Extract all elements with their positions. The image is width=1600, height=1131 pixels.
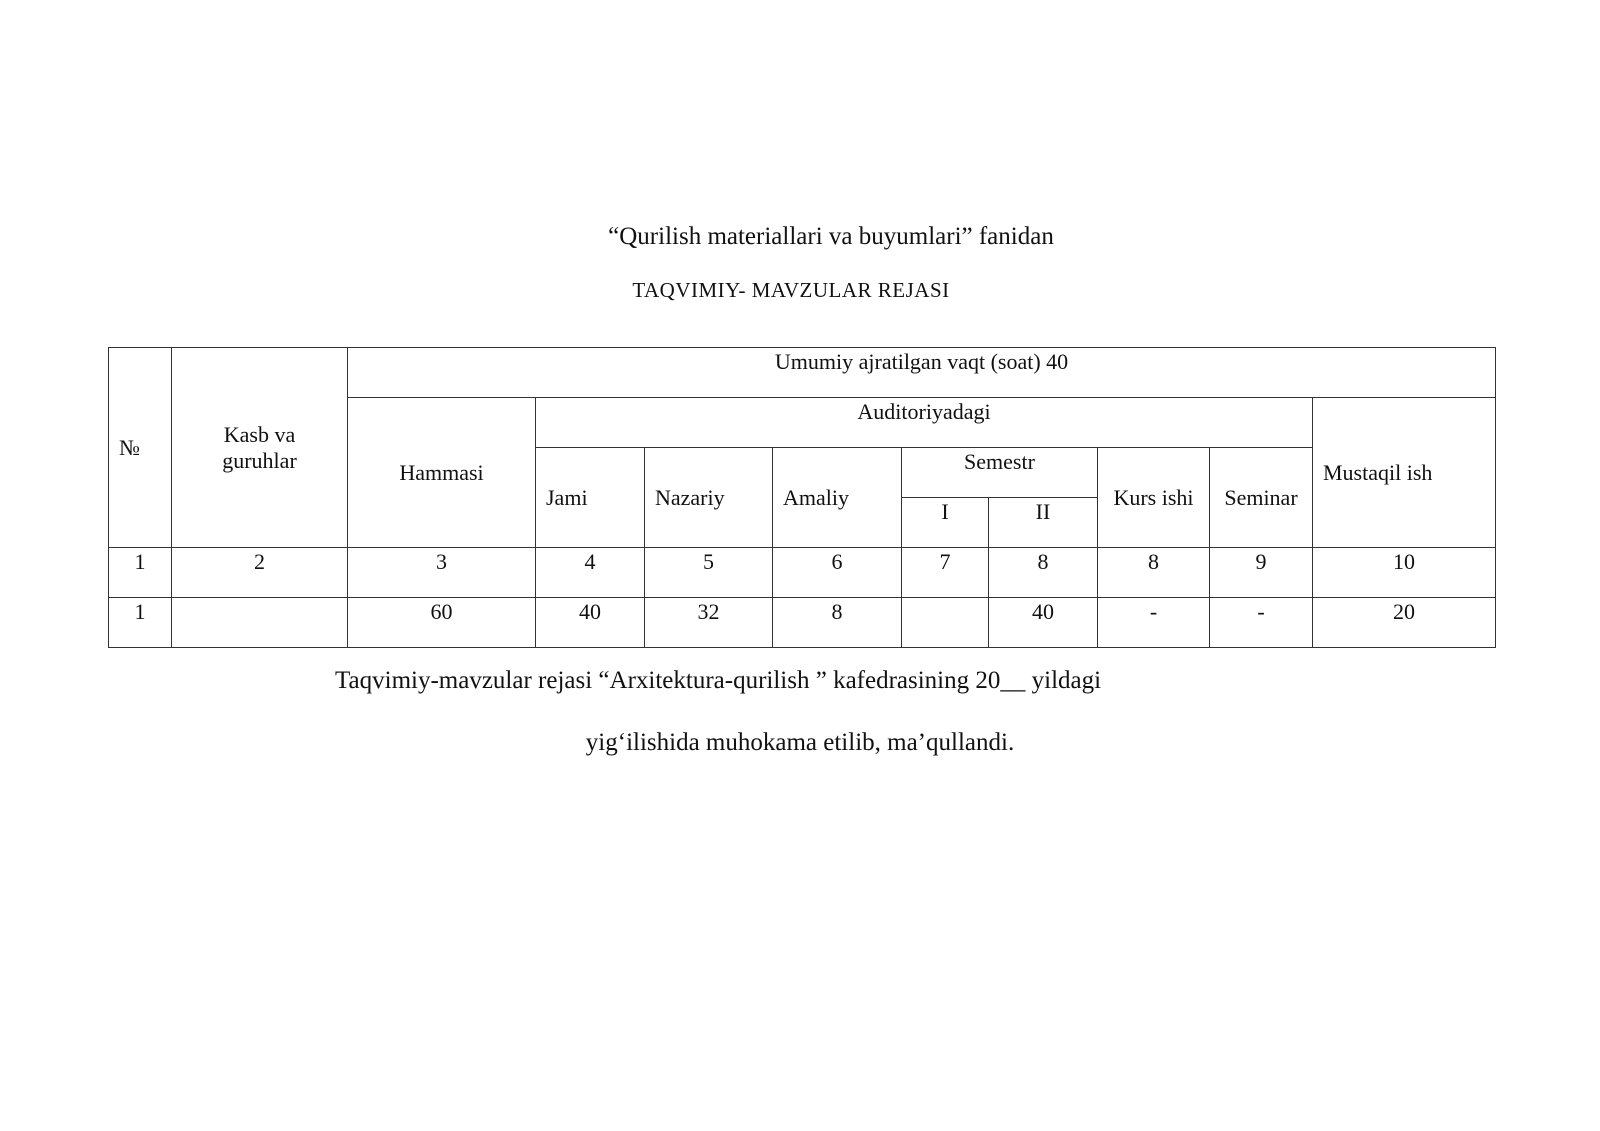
column-number-cell: 1 <box>109 548 172 598</box>
column-number-cell: 7 <box>902 548 989 598</box>
subject-line: “Qurilish materiallari va buyumlari” fanidan <box>608 223 1054 250</box>
column-number-cell: 8 <box>989 548 1098 598</box>
header-semester: Semestr <box>902 448 1098 498</box>
all-hours-cell: 60 <box>348 598 536 648</box>
header-course-work: Kurs ishi <box>1098 448 1210 548</box>
header-all: Hammasi <box>348 398 536 548</box>
header-auditorium: Auditoriyadagi <box>536 398 1313 448</box>
profession-groups-cell <box>172 598 348 648</box>
approval-line-2: yig‘ilishida muhokama etilib, ma’qullandi. <box>585 729 1015 756</box>
column-number-cell: 8 <box>1098 548 1210 598</box>
practice-hours-cell: 8 <box>773 598 902 648</box>
header-row-1 <box>109 348 1496 398</box>
semester-2-cell: 40 <box>989 598 1098 648</box>
header-semester-1: I <box>902 498 989 548</box>
header-semester-2: II <box>989 498 1098 548</box>
table-row <box>109 598 1496 648</box>
total-hours-cell: 40 <box>536 598 645 648</box>
column-number-cell: 5 <box>645 548 773 598</box>
row-number-cell: 1 <box>109 598 172 648</box>
column-number-cell: 2 <box>172 548 348 598</box>
header-number: № <box>109 348 172 548</box>
semester-1-cell <box>902 598 989 648</box>
column-number-row <box>109 548 1496 598</box>
column-number-cell: 3 <box>348 548 536 598</box>
theory-hours-cell: 32 <box>645 598 773 648</box>
approval-line-1: Taqvimiy-mavzular rejasi “Arxitektura-qurilish ” kafedrasining 20__ yildagi <box>335 667 1102 694</box>
header-independent: Mustaqil ish <box>1313 398 1496 548</box>
course-work-cell: - <box>1098 598 1210 648</box>
seminar-cell: - <box>1210 598 1313 648</box>
header-theory: Nazariy <box>645 448 773 548</box>
header-profession-groups-text: Kasb va guruhlar <box>222 421 297 473</box>
column-number-cell: 6 <box>773 548 902 598</box>
independent-hours-cell: 20 <box>1313 598 1496 648</box>
document-title: TAQVIMIY- MAVZULAR REJASI <box>632 278 950 302</box>
column-number-cell: 4 <box>536 548 645 598</box>
header-total-time: Umumiy ajratilgan vaqt (soat) 40 <box>348 348 1496 398</box>
header-seminar: Seminar <box>1210 448 1313 548</box>
column-number-cell: 10 <box>1313 548 1496 598</box>
calendar-plan-table <box>108 347 1496 648</box>
header-total: Jami <box>536 448 645 548</box>
header-profession-groups <box>172 348 348 548</box>
header-practice: Amaliy <box>773 448 902 548</box>
column-number-cell: 9 <box>1210 548 1313 598</box>
